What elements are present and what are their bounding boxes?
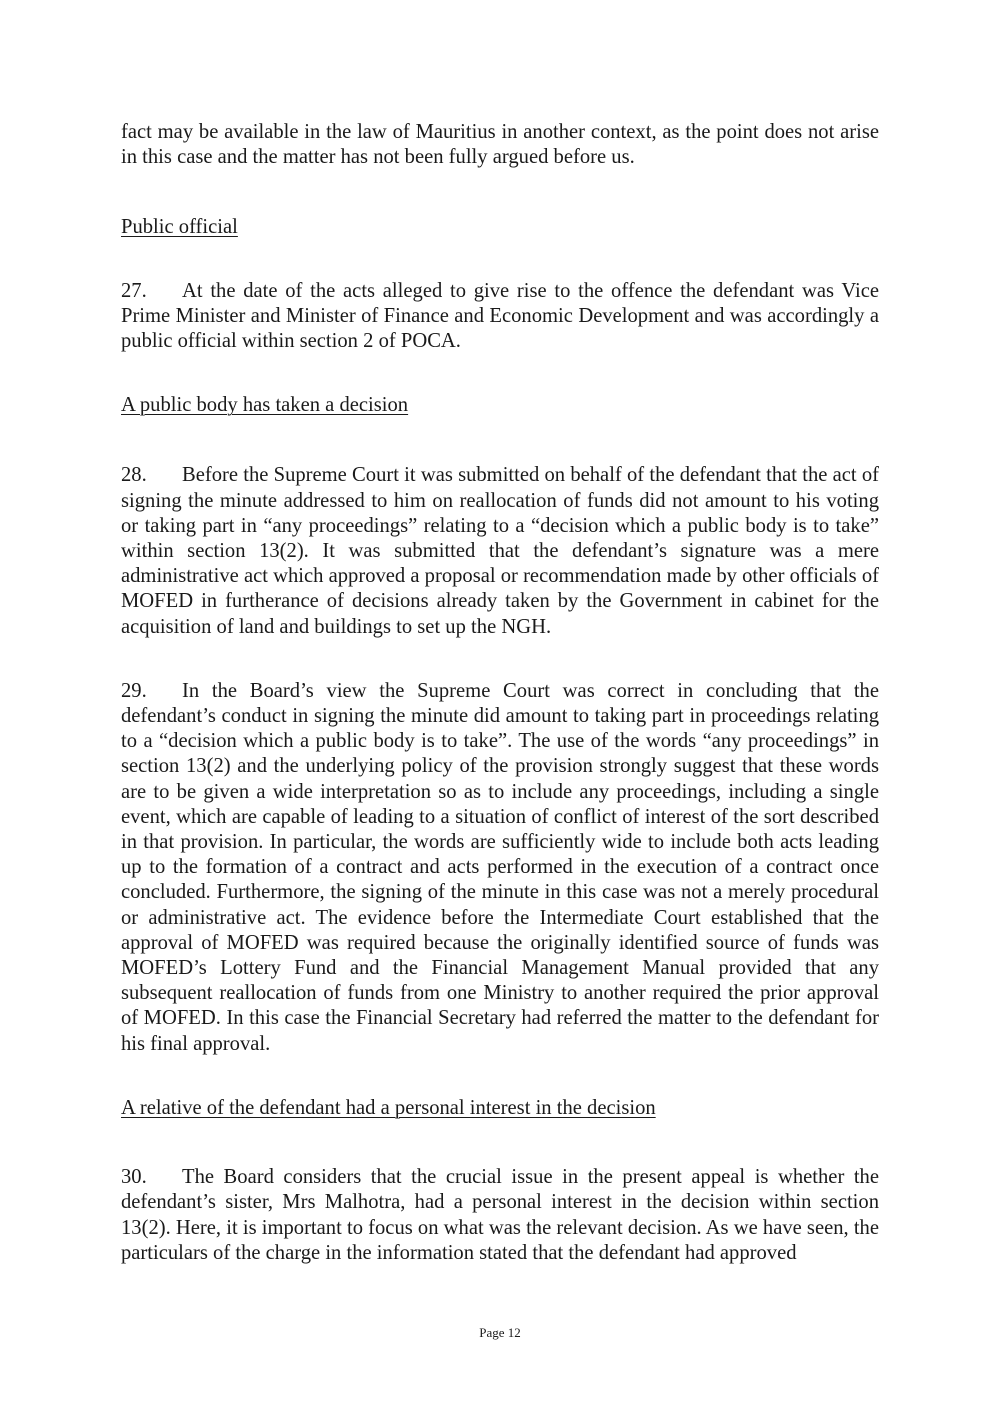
paragraph-27 [121, 279, 879, 355]
page-number-footer: Page 12 [479, 1325, 521, 1340]
paragraph-28 [121, 463, 879, 639]
paragraph-text: The Board considers that the crucial issue in the present appeal is whether the defendant’s sister, Mrs Malhotra, had a personal interest in the decision within section 13(2). Here, it is important to focus on what was the relevant decision. As we have seen, the particulars of the charge in the information stated that the defendant had approved [121, 1166, 879, 1264]
section-heading-public-official: Public official [121, 216, 238, 239]
paragraph-number: 30. [121, 1166, 147, 1189]
paragraph-text: At the date of the acts alleged to give rise to the offence the defendant was Vice Prime Minister and Minister of Finance and Economic Development and was accordingly a public official within section 2 of POCA. [121, 279, 879, 353]
paragraph-29 [121, 679, 879, 1057]
paragraph-30 [121, 1165, 879, 1266]
paragraph-26-continuation: fact may be available in the law of Mauritius in another context, as the point does not arise in this case and the matter has not been fully argued before us. [121, 121, 879, 169]
paragraph-number: 27. [121, 279, 147, 302]
paragraph-text: Before the Supreme Court it was submitted on behalf of the defendant that the act of signing the minute addressed to him on reallocation of funds did not amount to his voting or taking part in “any proceedings” relating to a “decision which a public body is to take” within section 13(2). It was submitted that the defendant’s signature was a mere administrative act which approved a proposal or recommendation made by other officials of MOFED in furtherance of decisions already taken by the Government in cabinet for the acquisition of land and buildings to set up the NGH. [121, 464, 879, 638]
paragraph-text: In the Board’s view the Supreme Court was correct in concluding that the defendant’s conduct in signing the minute did amount to taking part in proceedings relating to a “decision which a public body is to take”. The use of the words “any proceedings” in section 13(2) and the underlying policy of the provision strongly suggest that these words are to be given a wide interpretation so as to include any proceedings, including a single event, which are capable of leading to a situation of conflict of interest of the sort described in that provision. In particular, the words are sufficiently wide to include both acts leading up to the formation of a contract and acts performed in the execution of a contract once concluded. Furthermore, the signing of the minute in this case was not a merely procedural or administrative act. The evidence before the Intermediate Court established that the approval of MOFED was required because the originally identified source of funds was MOFED’s Lottery Fund and the Financial Management Manual provided that any subsequent reallocation of funds from one Ministry to another required the prior approval of MOFED. In this case the Financial Secretary had referred the matter to the defendant for his final approval. [121, 679, 879, 1055]
paragraph-number: 29. [121, 679, 147, 702]
paragraph-number: 28. [121, 464, 147, 487]
section-heading-relative-interest: A relative of the defendant had a personal interest in the decision [121, 1096, 656, 1119]
document-body [121, 120, 879, 1266]
section-heading-public-body: A public body has taken a decision [121, 394, 409, 417]
